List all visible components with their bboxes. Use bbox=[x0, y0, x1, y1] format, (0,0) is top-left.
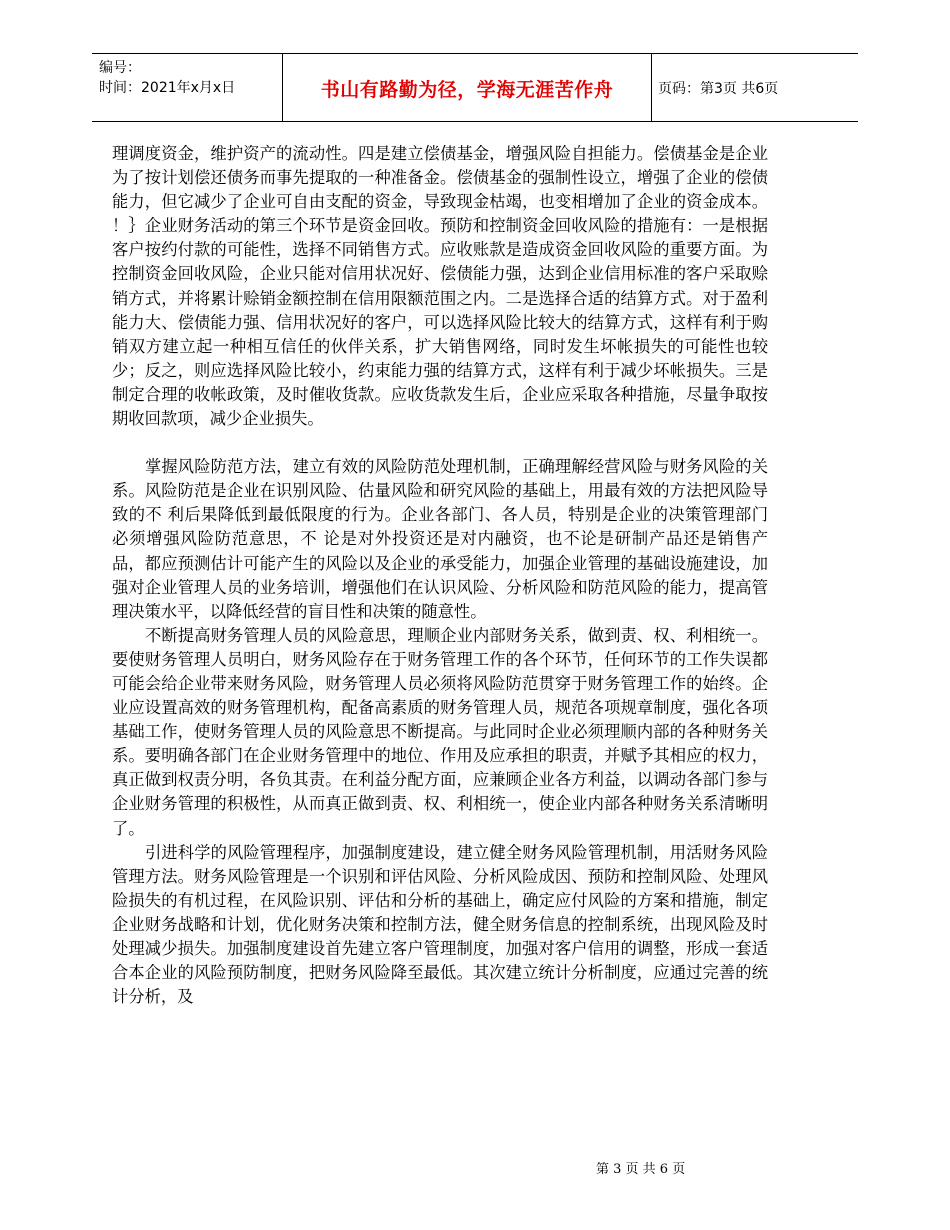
paragraph-1: 理调度资金，维护资产的流动性。四是建立偿债基金，增强风险自担能力。偿债基金是企业为了按计划偿还债务而事先提取的一种准备金。偿债基金的强制性设立，增强了企业的偿债能力，但它减少了企业可自由支配的资金，导致现金枯竭，也变相增加了企业的资金成本。 ！｝企业财务活动的第三个环节是资金回收。预防和控制资金回收风险的措施有：一是根据客户按约付款的可能性，选择不同销售方式。应收账款是造成资金回收风险的重要方面。为控制资金回收风险，企业只能对信用状况好、偿债能力强，达到企业信用标准的客户采取赊销方式，并将累计赊销金额控制在信用限额范围之内。二是选择合适的结算方式。对于盈利能力大、偿债能力强、信用状况好的客户，可以选择风险比较大的结算方式，这样有利于购销双方建立起一种相互信任的伙伴关系，扩大销售网络，同时发生坏帐损失的可能性也较少；反之，则应选择风险比较小，约束能力强的结算方式，这样有利于减少坏帐损失。三是制定合理的收帐政策，及时催收货款。应收货款发生后，企业应采取各种措施，尽量争取按期收回款项，减少企业损失。 bbox=[112, 144, 768, 429]
paragraph-4: 引进科学的风险管理程序，加强制度建设，建立健全财务风险管理机制，用活财务风险管理方法。财务风险管理是一个识别和评估风险、分析风险成因、预防和控制风险、处理风险损失的有机过程，在风险识别、评估和分析的基础上，确定应付风险的方案和措施，制定企业财务战略和计划，优化财务决策和控制方法，健全财务信息的控制系统，出现风险及时处理减少损失。加强制度建设首先建立客户管理制度，加强对客户信用的调整，形成一套适合本企业的风险预防制度，把财务风险降至最低。其次建立统计分析制度，应通过完善的统计分析，及 bbox=[112, 842, 768, 1007]
header-motto-cell bbox=[282, 53, 652, 121]
header-bottom-rule bbox=[92, 121, 858, 122]
paragraph-3: 不断提高财务管理人员的风险意思，理顺企业内部财务关系，做到责、权、利相统一。要使财务管理人员明白，财务风险存在于财务管理工作的各个环节，任何环节的工作失误都可能会给企业带来财务风险，财务管理人员必须将风险防范贯穿于财务管理工作的始终。企业应设置高效的财务管理机构，配备高素质的财务管理人员，规范各项规章制度，强化各项基础工作，使财务管理人员的风险意思不断提高。与此同时企业必须理顺内部的各种财务关系。要明确各部门在企业财务管理中的地位、作用及应承担的职责，并赋予其相应的权力，真正做到权责分明，各负其责。在利益分配方面，应兼顾企业各方利益，以调动各部门参与企业财务管理的积极性，从而真正做到责、权、利相统一，使企业内部各种财务关系清晰明了。 bbox=[112, 625, 768, 838]
header-motto: 书山有路勤为径，学海无涯苦作舟 bbox=[320, 79, 614, 101]
doc-number-label: 编号： bbox=[99, 60, 141, 76]
doc-time-label: 时间：2021年x月x日 bbox=[99, 80, 236, 96]
header-page-cell bbox=[650, 53, 858, 121]
header-meta-cell bbox=[92, 53, 282, 121]
document-body bbox=[112, 142, 768, 1009]
page-header bbox=[92, 53, 858, 123]
header-page-code: 页码：第3页 共6页 bbox=[658, 81, 779, 97]
paragraph-2: 掌握风险防范方法，建立有效的风险防范处理机制，正确理解经营风险与财务风险的关系。风险防范是企业在识别风险、估量风险和研究风险的基础上，用最有效的方法把风险导致的不 利后果降低到最低限度的行为。企业各部门、各人员，特别是企业的决策管理部门必须增强风险防范意思，不 论是对外投资还是对内融资，也不论是研制产品还是销售产品，都应预测估计可能产生的风险以及企业的承受能力，加强企业管理的基础设施建设，加强对企业管理人员的业务培训，增强他们在认识风险、分析风险和防范风险的能力，提高管理决策水平，以降低经营的盲目性和决策的随意性。 bbox=[112, 457, 768, 621]
page-footer: 第 3 页 共 6 页 bbox=[596, 1162, 686, 1177]
